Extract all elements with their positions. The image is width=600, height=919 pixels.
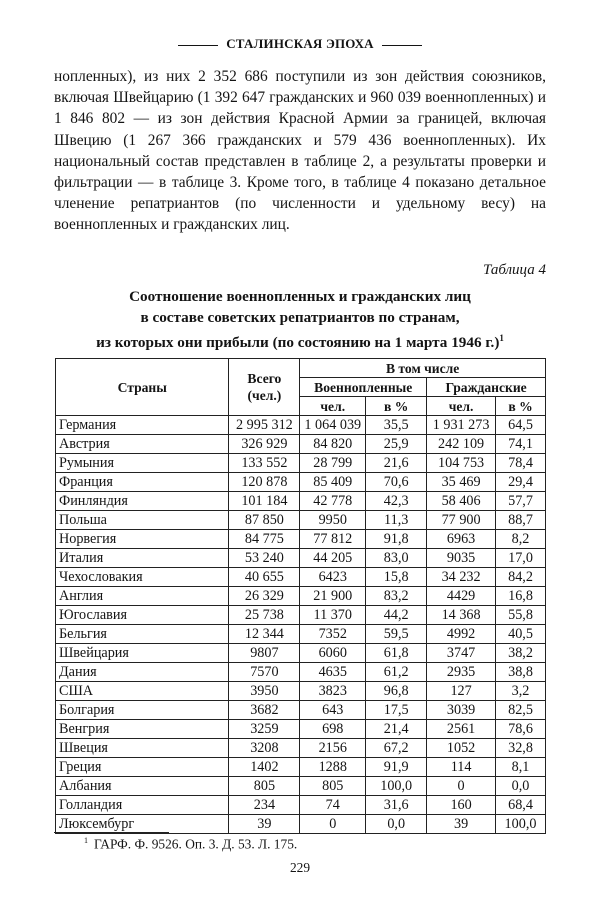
header-pow: Военнопленные — [300, 378, 427, 397]
cell-civ: 3747 — [427, 644, 496, 663]
cell-civ-percent: 38,2 — [496, 644, 546, 663]
cell-civ-percent: 40,5 — [496, 625, 546, 644]
table-row — [56, 435, 546, 454]
table-row — [56, 606, 546, 625]
cell-pow: 698 — [300, 720, 366, 739]
table-row — [56, 758, 546, 777]
cell-civ-percent: 0,0 — [496, 777, 546, 796]
cell-country: Швейцария — [56, 644, 229, 663]
cell-pow: 6423 — [300, 568, 366, 587]
cell-pow: 2156 — [300, 739, 366, 758]
cell-pow: 9950 — [300, 511, 366, 530]
cell-civ: 9035 — [427, 549, 496, 568]
cell-pow: 42 778 — [300, 492, 366, 511]
table-row — [56, 815, 546, 834]
cell-pow-percent: 91,8 — [366, 530, 427, 549]
cell-country: США — [56, 682, 229, 701]
cell-civ: 4429 — [427, 587, 496, 606]
cell-total: 7570 — [229, 663, 300, 682]
cell-total: 3950 — [229, 682, 300, 701]
header-total — [229, 359, 300, 416]
cell-pow-percent: 91,9 — [366, 758, 427, 777]
cell-total: 3682 — [229, 701, 300, 720]
running-head-title: СТАЛИНСКАЯ ЭПОХА — [226, 36, 374, 51]
cell-civ: 6963 — [427, 530, 496, 549]
table-row — [56, 682, 546, 701]
header-civ-percent: в % — [496, 397, 546, 416]
header-civ: Гражданские — [427, 378, 546, 397]
cell-pow-percent: 70,6 — [366, 473, 427, 492]
cell-pow-percent: 61,2 — [366, 663, 427, 682]
cell-civ-percent: 16,8 — [496, 587, 546, 606]
cell-pow: 77 812 — [300, 530, 366, 549]
cell-pow-percent: 25,9 — [366, 435, 427, 454]
cell-country: Англия — [56, 587, 229, 606]
cell-total: 53 240 — [229, 549, 300, 568]
cell-civ-percent: 55,8 — [496, 606, 546, 625]
cell-pow-percent: 100,0 — [366, 777, 427, 796]
cell-civ-percent: 57,7 — [496, 492, 546, 511]
cell-pow: 1 064 039 — [300, 416, 366, 435]
cell-civ: 2935 — [427, 663, 496, 682]
header-including: В том числе — [300, 359, 546, 378]
cell-civ: 114 — [427, 758, 496, 777]
cell-total: 9807 — [229, 644, 300, 663]
cell-civ-percent: 82,5 — [496, 701, 546, 720]
cell-country: Финляндия — [56, 492, 229, 511]
cell-civ: 127 — [427, 682, 496, 701]
cell-civ-percent: 74,1 — [496, 435, 546, 454]
cell-civ: 1 931 273 — [427, 416, 496, 435]
cell-total: 3208 — [229, 739, 300, 758]
cell-country: Австрия — [56, 435, 229, 454]
cell-pow-percent: 0,0 — [366, 815, 427, 834]
table-title — [54, 286, 546, 353]
cell-civ-percent: 38,8 — [496, 663, 546, 682]
table-row — [56, 511, 546, 530]
cell-civ: 160 — [427, 796, 496, 815]
cell-pow: 1288 — [300, 758, 366, 777]
cell-pow-percent: 83,2 — [366, 587, 427, 606]
cell-civ-percent: 68,4 — [496, 796, 546, 815]
cell-civ: 58 406 — [427, 492, 496, 511]
cell-civ-percent: 88,7 — [496, 511, 546, 530]
cell-country: Греция — [56, 758, 229, 777]
cell-country: Голландия — [56, 796, 229, 815]
body-text — [54, 66, 546, 236]
cell-pow-percent: 59,5 — [366, 625, 427, 644]
data-table — [55, 358, 546, 834]
cell-civ-percent: 78,6 — [496, 720, 546, 739]
cell-country: Болгария — [56, 701, 229, 720]
table-row — [56, 549, 546, 568]
table-body — [56, 416, 546, 834]
cell-pow-percent: 96,8 — [366, 682, 427, 701]
cell-civ-percent: 64,5 — [496, 416, 546, 435]
cell-pow: 28 799 — [300, 454, 366, 473]
cell-pow-percent: 11,3 — [366, 511, 427, 530]
table-row — [56, 473, 546, 492]
cell-country: Норвегия — [56, 530, 229, 549]
footnote-text: ГАРФ. Ф. 9526. Оп. 3. Д. 53. Л. 175. — [94, 836, 298, 852]
cell-civ: 0 — [427, 777, 496, 796]
cell-country: Венгрия — [56, 720, 229, 739]
cell-country: Югославия — [56, 606, 229, 625]
cell-total: 326 929 — [229, 435, 300, 454]
cell-pow-percent: 35,5 — [366, 416, 427, 435]
cell-pow: 85 409 — [300, 473, 366, 492]
cell-total: 133 552 — [229, 454, 300, 473]
cell-country: Германия — [56, 416, 229, 435]
cell-pow-percent: 67,2 — [366, 739, 427, 758]
cell-civ: 1052 — [427, 739, 496, 758]
header-countries: Страны — [56, 359, 229, 416]
cell-total: 25 738 — [229, 606, 300, 625]
cell-civ-percent: 17,0 — [496, 549, 546, 568]
cell-country: Бельгия — [56, 625, 229, 644]
cell-pow-percent: 42,3 — [366, 492, 427, 511]
cell-total: 40 655 — [229, 568, 300, 587]
cell-pow: 44 205 — [300, 549, 366, 568]
table-title-line-text: из которых они прибыли (по состоянию на 1 марта 1946 г.) — [96, 334, 500, 352]
cell-country: Италия — [56, 549, 229, 568]
table-row — [56, 454, 546, 473]
footnote-divider — [54, 832, 169, 833]
cell-total: 805 — [229, 777, 300, 796]
paragraph: нопленных), из них 2 352 686 поступили из зон действия союзников, включая Швейцарию (1 392 647 гражданских и 960 039 военнопленных) и 1 846 802 — из зон действия Красной Армии за границей, включая Швецию (1 267 366 гражданских и 579 436 военнопленных). Их национальный состав представлен в таблице 2, а результаты проверки и фильтрации — в таблице 3. Кроме того, в таблице 4 показано детальное членение репатриантов (по численности и удельному весу) на военнопленных и гражданских лиц. — [54, 68, 546, 234]
cell-country: Албания — [56, 777, 229, 796]
cell-civ-percent: 84,2 — [496, 568, 546, 587]
cell-total: 39 — [229, 815, 300, 834]
cell-civ: 104 753 — [427, 454, 496, 473]
cell-total: 120 878 — [229, 473, 300, 492]
running-head-rule-right — [382, 45, 422, 46]
cell-pow-percent: 21,6 — [366, 454, 427, 473]
footnote-mark: 1 — [84, 836, 88, 845]
cell-total: 234 — [229, 796, 300, 815]
header-total-line1: Всего — [247, 371, 282, 386]
cell-country: Польша — [56, 511, 229, 530]
header-total-line2: (чел.) — [247, 388, 282, 403]
cell-pow: 21 900 — [300, 587, 366, 606]
cell-total: 2 995 312 — [229, 416, 300, 435]
cell-total: 84 775 — [229, 530, 300, 549]
cell-country: Люксембург — [56, 815, 229, 834]
cell-civ-percent: 100,0 — [496, 815, 546, 834]
page-number: 229 — [289, 860, 311, 875]
cell-total: 87 850 — [229, 511, 300, 530]
table-row — [56, 777, 546, 796]
cell-civ-percent: 29,4 — [496, 473, 546, 492]
cell-total: 12 344 — [229, 625, 300, 644]
cell-pow: 6060 — [300, 644, 366, 663]
cell-total: 1402 — [229, 758, 300, 777]
running-head-rule-left — [178, 45, 218, 46]
table-row — [56, 739, 546, 758]
cell-pow: 7352 — [300, 625, 366, 644]
cell-pow-percent: 17,5 — [366, 701, 427, 720]
cell-pow: 74 — [300, 796, 366, 815]
cell-pow: 0 — [300, 815, 366, 834]
cell-country: Франция — [56, 473, 229, 492]
cell-civ: 4992 — [427, 625, 496, 644]
cell-country: Дания — [56, 663, 229, 682]
cell-civ-percent: 78,4 — [496, 454, 546, 473]
running-head — [0, 36, 600, 52]
table-row — [56, 568, 546, 587]
table-row — [56, 587, 546, 606]
table-title-line — [54, 328, 546, 353]
cell-total: 101 184 — [229, 492, 300, 511]
cell-pow: 805 — [300, 777, 366, 796]
cell-country: Швеция — [56, 739, 229, 758]
table-row — [56, 416, 546, 435]
table-row — [56, 796, 546, 815]
table-row — [56, 625, 546, 644]
cell-civ: 14 368 — [427, 606, 496, 625]
cell-country: Чехословакия — [56, 568, 229, 587]
table-row — [56, 492, 546, 511]
cell-pow: 3823 — [300, 682, 366, 701]
header-pow-percent: в % — [366, 397, 427, 416]
table-row — [56, 720, 546, 739]
cell-civ: 35 469 — [427, 473, 496, 492]
cell-country: Румыния — [56, 454, 229, 473]
cell-pow: 4635 — [300, 663, 366, 682]
cell-pow-percent: 15,8 — [366, 568, 427, 587]
cell-pow-percent: 61,8 — [366, 644, 427, 663]
cell-pow: 11 370 — [300, 606, 366, 625]
cell-civ: 77 900 — [427, 511, 496, 530]
table-row — [56, 530, 546, 549]
header-pow-people: чел. — [300, 397, 366, 416]
cell-pow-percent: 83,0 — [366, 549, 427, 568]
table-row — [56, 663, 546, 682]
cell-civ-percent: 3,2 — [496, 682, 546, 701]
cell-total: 26 329 — [229, 587, 300, 606]
cell-civ: 39 — [427, 815, 496, 834]
table-row — [56, 644, 546, 663]
cell-pow-percent: 31,6 — [366, 796, 427, 815]
table-title-line — [54, 307, 546, 328]
header-civ-people: чел. — [427, 397, 496, 416]
cell-pow: 84 820 — [300, 435, 366, 454]
table-label: Таблица 4 — [483, 262, 546, 278]
cell-pow-percent: 21,4 — [366, 720, 427, 739]
table-title-line: Соотношение военнопленных и гражданских лиц — [129, 288, 471, 305]
cell-civ: 3039 — [427, 701, 496, 720]
footnote-mark[interactable]: 1 — [499, 333, 504, 343]
cell-pow: 643 — [300, 701, 366, 720]
cell-civ-percent: 8,2 — [496, 530, 546, 549]
cell-civ: 2561 — [427, 720, 496, 739]
cell-civ-percent: 8,1 — [496, 758, 546, 777]
footnote — [84, 836, 297, 852]
cell-civ: 34 232 — [427, 568, 496, 587]
cell-total: 3259 — [229, 720, 300, 739]
cell-pow-percent: 44,2 — [366, 606, 427, 625]
cell-civ: 242 109 — [427, 435, 496, 454]
table-title-line-text: в составе советских репатриантов по странам, — [140, 309, 460, 326]
cell-civ-percent: 32,8 — [496, 739, 546, 758]
table-row — [56, 701, 546, 720]
